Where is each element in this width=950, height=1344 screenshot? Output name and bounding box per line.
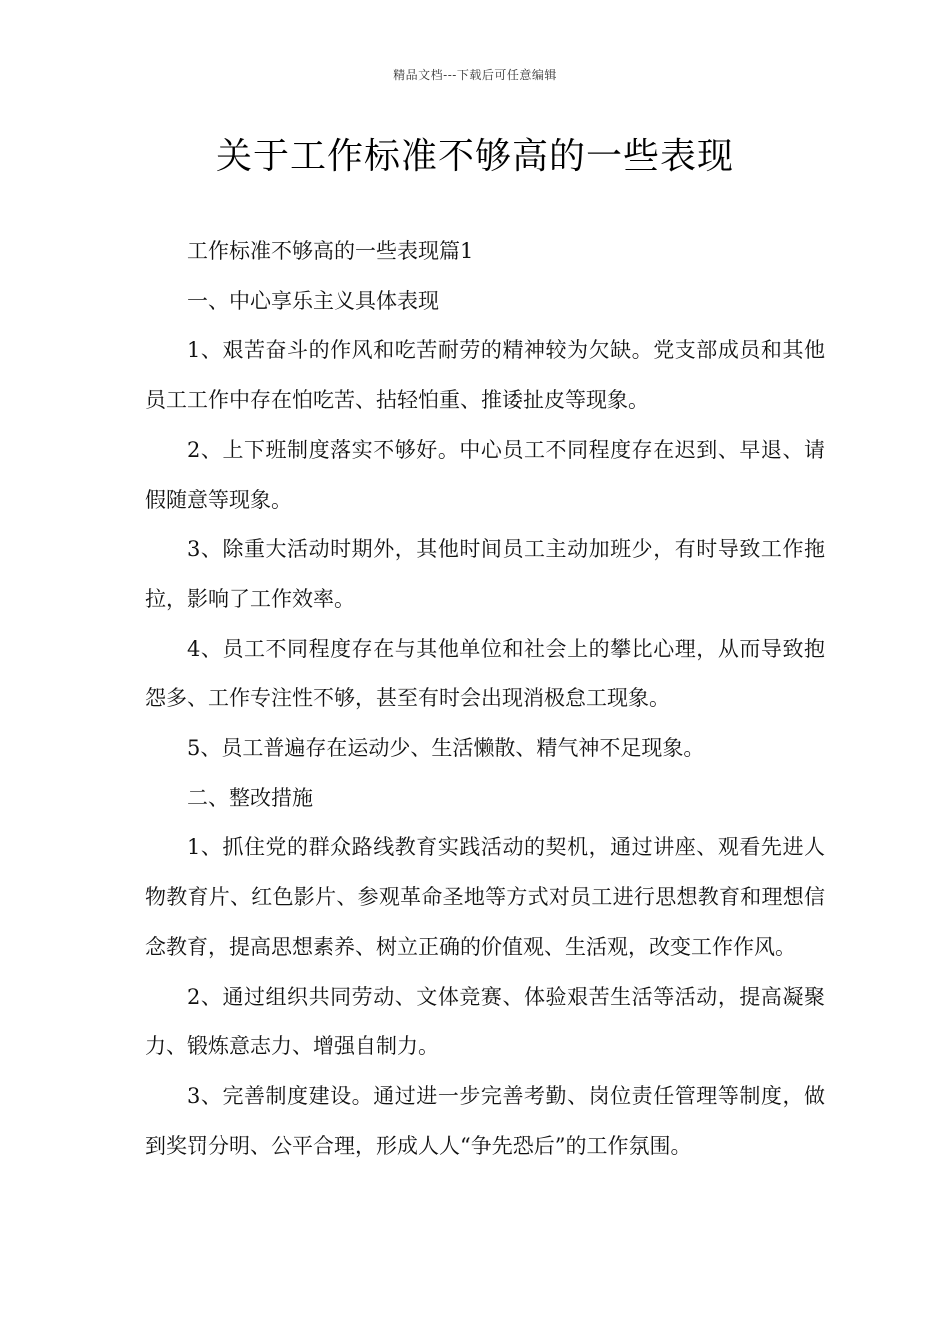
section-heading: 工作标准不够高的一些表现篇1 [187, 239, 474, 263]
paragraph: 2、通过组织共同劳动、文体竞赛、体验艰苦生活等活动，提高凝聚力、锻炼意志力、增强自制力。 [145, 984, 825, 1059]
document-body [145, 227, 825, 1171]
subsection-heading: 一、中心享乐主义具体表现 [187, 288, 439, 313]
paragraph: 2、上下班制度落实不够好。中心员工不同程度存在迟到、早退、请假随意等现象。 [145, 437, 825, 512]
paragraph: 1、抓住党的群众路线教育实践活动的契机，通过讲座、观看先进人物教育片、红色影片、参观革命圣地等方式对员工进行思想教育和理想信念教育，提高思想素养、树立正确的价值观、生活观，改变工作作风。 [145, 835, 825, 959]
paragraph: 5、员工普遍存在运动少、生活懒散、精气神不足现象。 [187, 736, 705, 761]
paragraph: 4、员工不同程度存在与其他单位和社会上的攀比心理，从而导致抱怨多、工作专注性不够，甚至有时会出现消极怠工现象。 [145, 636, 825, 711]
watermark-text: 精品文档---下载后可任意编辑 [393, 68, 557, 82]
paragraph: 3、除重大活动时期外，其他时间员工主动加班少，有时导致工作拖拉，影响了工作效率。 [145, 537, 825, 611]
paragraph: 3、完善制度建设。通过进一步完善考勤、岗位责任管理等制度，做到奖罚分明、公平合理，形成人人“争先恐后”的工作氛围。 [145, 1083, 825, 1158]
paragraph: 1、艰苦奋斗的作风和吃苦耐劳的精神较为欠缺。党支部成员和其他员工工作中存在怕吃苦、拈轻怕重、推诿扯皮等现象。 [145, 338, 825, 413]
subsection-heading: 二、整改措施 [187, 785, 313, 810]
document-title: 关于工作标准不够高的一些表现 [215, 136, 734, 177]
